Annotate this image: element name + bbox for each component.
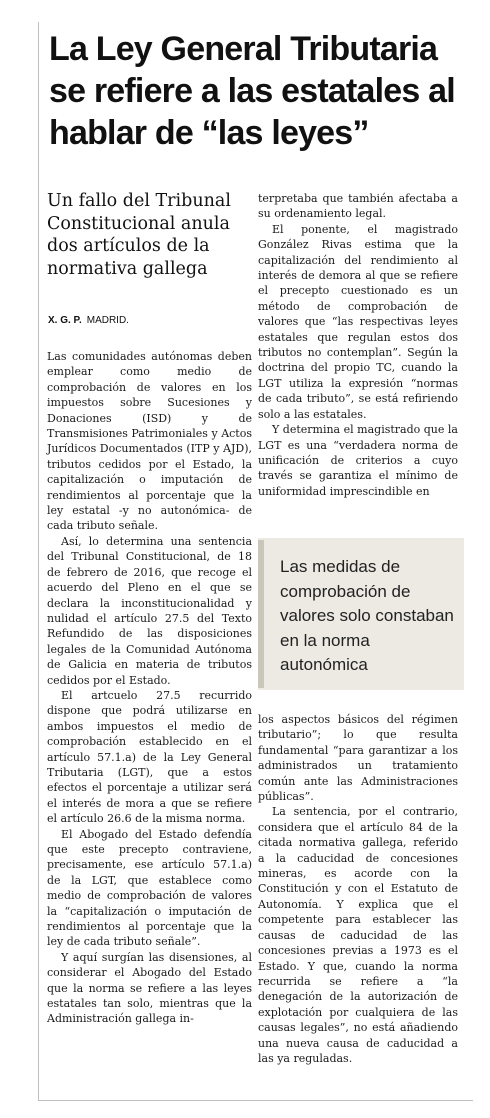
pull-quote-bar (258, 540, 264, 688)
byline-location: MADRID. (86, 315, 129, 326)
paragraph: El ponente, el magistrado González Rivas estima que la capitalización del rendimiento al interés de demora al que se refiere el precepto cuestionado es un método de comprobación de valores que “las respectivas leyes estatales que regulan estos dos tributos no contemplan”. Según la doctrina del propio TC, cuando la LGT utiliza la expresión “normas de cada tributo”, se está refiriendo solo a las estatales. (258, 222, 458, 421)
byline-author: X. G. P. (48, 315, 82, 326)
body-column-right-top (258, 191, 458, 499)
paragraph: El artcuelo 27.5 recurrido dispone que podrá utilizarse en ambos impuestos el medio de comprobación establecido en el artículo 57.1.a) de la Ley General Tributaria (LGT), que a estos efectos el porcentaje a utilizar será el interés de mora a que se refiere el artículo 26.6 de la misma norma. (47, 688, 252, 826)
body-column-right-bottom (258, 712, 458, 1066)
pull-quote-box (258, 538, 464, 690)
paragraph: Así, lo determina una sentencia del Tribunal Constitucional, de 18 de febrero de 2016, que recoge el acuerdo del Pleno en el que se declara la inconstitucionalidad y nulidad el artículo 27.5 del Texto Refundido de las disposiciones legales de la Comunidad Autónoma de Galicia en materia de tributos cedidos por el Estado. (47, 534, 252, 687)
paragraph: terpretaba que también afectaba a su ordenamiento legal. (258, 192, 458, 221)
paragraph: Y determina el magistrado que la LGT es una “verdadera norma de unificación de criterios a cuyo través se garantiza el mínimo de uniformidad imprescindible en (258, 423, 458, 498)
paragraph: La sentencia, por el contrario, considera que el artículo 84 de la citada normativa gallega, referido a la caducidad de concesiones mineras, es acorde con la Constitución y con el Estatuto de Autonomía. Y explica que el competente para establecer las causas de caducidad de las concesiones previas a 1973 es el Estado. Y que, cuando la norma recurrida se refiere a “la denegación de la autorización de explotación por cualquiera de las causas legales”, no está añadiendo una nueva causa de caducidad a las ya reguladas. (258, 805, 458, 1065)
paragraph: los aspectos básicos del régimen tributario”; lo que resulta fundamental “para garantizar a los administrados un tratamiento común ante las Administraciones públicas”. (258, 713, 458, 804)
subtitle: Un fallo del Tribunal Constitucional anula dos artículos de la normativa gallega (47, 191, 231, 279)
paragraph: Y aquí surgían las disensiones, al considerar el Abogado del Estado que la norma se refiere a las leyes estatales tan solo, mientras que la Administración gallega in- (47, 950, 252, 1026)
byline (48, 315, 129, 326)
headline: La Ley General Tributaria se refiere a las estatales al hablar de “las leyes” (49, 30, 455, 152)
pull-quote-text: Las medidas de comprobación de valores solo constaban en la norma autonómica (280, 557, 454, 674)
paragraph: Las comunidades autónomas deben emplear como medio de comprobación de valores en los impuestos sobre Sucesiones y Donaciones (ISD) y de Transmisiones Patrimoniales y Actos Jurídicos Documentados (ITP y AJD), tributos cedidos por el Estado, la capitalización o imputación de rendimientos al porcentaje que la ley estatal -y no autonómica- de cada tributo señale. (47, 350, 252, 533)
body-column-left (47, 349, 252, 1027)
paragraph: El Abogado del Estado defendía que este precepto contraviene, precisamente, ese artículo 57.1.a) de la LGT, que establece como medio de comprobación de valores la “capitalización o imputación de rendimientos al porcentaje que la ley de cada tributo señale”. (47, 827, 252, 949)
